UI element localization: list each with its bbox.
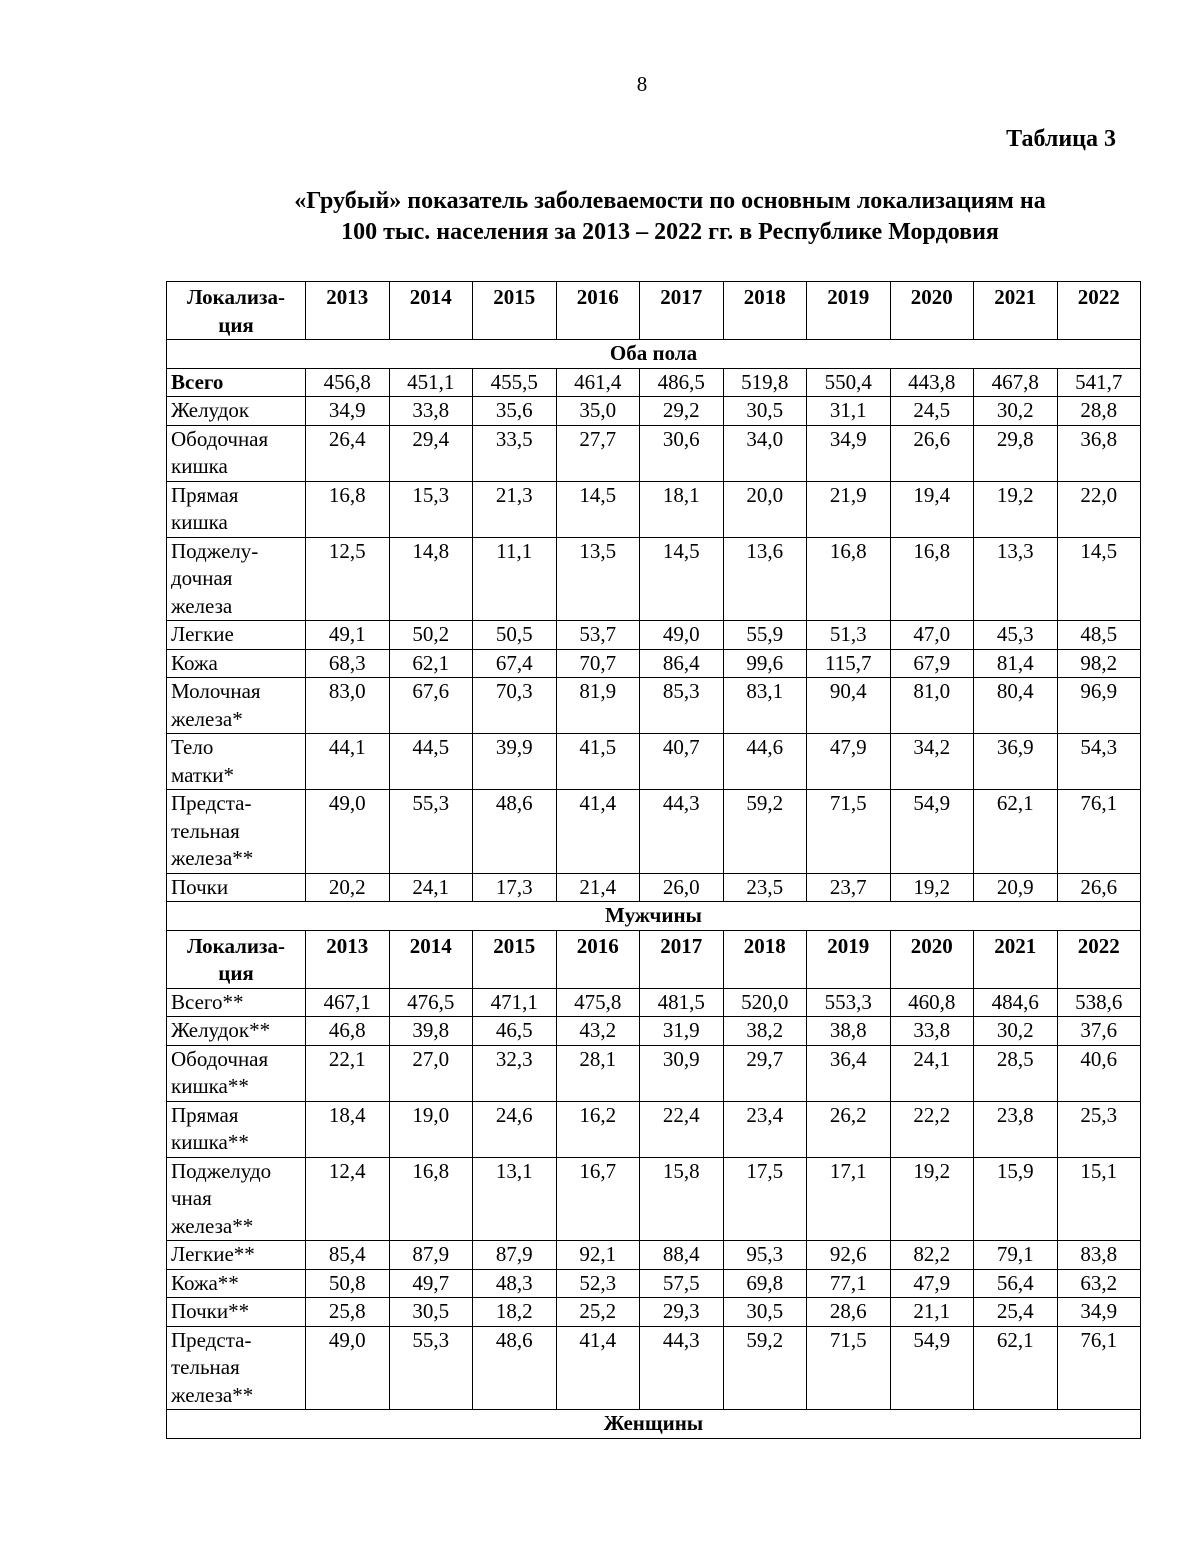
table-row bbox=[167, 1269, 1141, 1298]
table-cell-value: 49,0 bbox=[306, 1326, 390, 1410]
table-cell-value: 48,3 bbox=[473, 1269, 557, 1298]
table-cell-value: 15,9 bbox=[974, 1157, 1058, 1241]
table-cell-value: 63,2 bbox=[1057, 1269, 1141, 1298]
column-header-year: 2014 bbox=[389, 282, 473, 340]
table-row bbox=[167, 649, 1141, 678]
table-cell-value: 59,2 bbox=[723, 1326, 807, 1410]
table-cell-value: 22,2 bbox=[890, 1101, 974, 1157]
table-cell-value: 460,8 bbox=[890, 988, 974, 1017]
table-cell-value: 50,5 bbox=[473, 621, 557, 650]
column-header-year: 2015 bbox=[473, 282, 557, 340]
column-header-year: 2018 bbox=[723, 930, 807, 988]
table-cell-value: 484,6 bbox=[974, 988, 1058, 1017]
table-cell-value: 115,7 bbox=[807, 649, 891, 678]
table-label: Таблица 3 bbox=[1006, 126, 1116, 152]
row-label-localization: Тело матки* bbox=[167, 734, 306, 790]
table-cell-value: 41,4 bbox=[556, 1326, 640, 1410]
table-cell-value: 40,7 bbox=[640, 734, 724, 790]
table-cell-value: 35,0 bbox=[556, 397, 640, 426]
row-label-localization: Прямая кишка** bbox=[167, 1101, 306, 1157]
table-cell-value: 22,0 bbox=[1057, 481, 1141, 537]
table-cell-value: 24,1 bbox=[890, 1045, 974, 1101]
row-label-localization: Поджелу- дочная железа bbox=[167, 537, 306, 621]
table-cell-value: 82,2 bbox=[890, 1241, 974, 1270]
column-header-year: 2017 bbox=[640, 930, 724, 988]
table-cell-value: 31,9 bbox=[640, 1017, 724, 1046]
table-cell-value: 29,7 bbox=[723, 1045, 807, 1101]
table-row bbox=[167, 1017, 1141, 1046]
table-cell-value: 32,3 bbox=[473, 1045, 557, 1101]
table-cell-value: 11,1 bbox=[473, 537, 557, 621]
row-label-localization: Предста- тельная железа** bbox=[167, 790, 306, 874]
table-cell-value: 29,8 bbox=[974, 425, 1058, 481]
table-cell-value: 461,4 bbox=[556, 368, 640, 397]
table-cell-value: 18,4 bbox=[306, 1101, 390, 1157]
table-cell-value: 48,6 bbox=[473, 790, 557, 874]
table-row bbox=[167, 988, 1141, 1017]
table-cell-value: 467,8 bbox=[974, 368, 1058, 397]
table-cell-value: 541,7 bbox=[1057, 368, 1141, 397]
table-cell-value: 87,9 bbox=[389, 1241, 473, 1270]
table-cell-value: 36,8 bbox=[1057, 425, 1141, 481]
table-row bbox=[167, 734, 1141, 790]
table-cell-value: 76,1 bbox=[1057, 790, 1141, 874]
table-cell-value: 71,5 bbox=[807, 1326, 891, 1410]
table-cell-value: 50,2 bbox=[389, 621, 473, 650]
page-number: 8 bbox=[636, 72, 648, 96]
column-header-year: 2015 bbox=[473, 930, 557, 988]
table-cell-value: 28,1 bbox=[556, 1045, 640, 1101]
table-cell-value: 21,9 bbox=[807, 481, 891, 537]
table-cell-value: 538,6 bbox=[1057, 988, 1141, 1017]
table-cell-value: 87,9 bbox=[473, 1241, 557, 1270]
row-label-localization: Легкие bbox=[167, 621, 306, 650]
table-cell-value: 25,2 bbox=[556, 1298, 640, 1327]
table-cell-value: 13,6 bbox=[723, 537, 807, 621]
table-cell-value: 25,4 bbox=[974, 1298, 1058, 1327]
table-cell-value: 54,9 bbox=[890, 790, 974, 874]
section-header-row bbox=[167, 1410, 1141, 1439]
table-row bbox=[167, 537, 1141, 621]
incidence-table bbox=[166, 281, 1141, 1439]
row-label-localization: Кожа bbox=[167, 649, 306, 678]
table-cell-value: 53,7 bbox=[556, 621, 640, 650]
table-cell-value: 467,1 bbox=[306, 988, 390, 1017]
table-cell-value: 17,5 bbox=[723, 1157, 807, 1241]
table-cell-value: 49,1 bbox=[306, 621, 390, 650]
table-cell-value: 12,5 bbox=[306, 537, 390, 621]
table-cell-value: 48,6 bbox=[473, 1326, 557, 1410]
table-cell-value: 49,0 bbox=[306, 790, 390, 874]
column-header-year: 2019 bbox=[807, 282, 891, 340]
table-cell-value: 471,1 bbox=[473, 988, 557, 1017]
row-label-localization: Поджелудо чная железа** bbox=[167, 1157, 306, 1241]
column-header-year: 2014 bbox=[389, 930, 473, 988]
table-cell-value: 55,9 bbox=[723, 621, 807, 650]
column-header-year: 2013 bbox=[306, 282, 390, 340]
table-cell-value: 44,5 bbox=[389, 734, 473, 790]
table-cell-value: 88,4 bbox=[640, 1241, 724, 1270]
table-cell-value: 23,4 bbox=[723, 1101, 807, 1157]
table-cell-value: 55,3 bbox=[389, 1326, 473, 1410]
table-cell-value: 34,9 bbox=[807, 425, 891, 481]
table-title-line-2: 100 тыс. населения за 2013 – 2022 гг. в Республике Мордовия bbox=[341, 219, 999, 245]
table-cell-value: 476,5 bbox=[389, 988, 473, 1017]
table-cell-value: 30,6 bbox=[640, 425, 724, 481]
table-cell-value: 47,0 bbox=[890, 621, 974, 650]
table-cell-value: 550,4 bbox=[807, 368, 891, 397]
table-cell-value: 23,7 bbox=[807, 873, 891, 902]
table-cell-value: 13,5 bbox=[556, 537, 640, 621]
table-header-row bbox=[167, 282, 1141, 340]
table-cell-value: 21,4 bbox=[556, 873, 640, 902]
table-row bbox=[167, 481, 1141, 537]
table-cell-value: 19,2 bbox=[890, 873, 974, 902]
table-cell-value: 25,8 bbox=[306, 1298, 390, 1327]
table-cell-value: 51,3 bbox=[807, 621, 891, 650]
table-cell-value: 14,8 bbox=[389, 537, 473, 621]
table-cell-value: 16,2 bbox=[556, 1101, 640, 1157]
table-cell-value: 24,6 bbox=[473, 1101, 557, 1157]
column-header-year: 2021 bbox=[974, 930, 1058, 988]
table-cell-value: 95,3 bbox=[723, 1241, 807, 1270]
column-header-year: 2017 bbox=[640, 282, 724, 340]
table-cell-value: 68,3 bbox=[306, 649, 390, 678]
column-header-year: 2021 bbox=[974, 282, 1058, 340]
table-cell-value: 35,6 bbox=[473, 397, 557, 426]
table-cell-value: 50,8 bbox=[306, 1269, 390, 1298]
table-row bbox=[167, 1326, 1141, 1410]
table-cell-value: 22,1 bbox=[306, 1045, 390, 1101]
table-cell-value: 90,4 bbox=[807, 678, 891, 734]
table-cell-value: 59,2 bbox=[723, 790, 807, 874]
table-cell-value: 16,8 bbox=[389, 1157, 473, 1241]
column-header-localization: Локализа- ция bbox=[167, 930, 306, 988]
column-header-year: 2016 bbox=[556, 930, 640, 988]
table-cell-value: 85,4 bbox=[306, 1241, 390, 1270]
table-cell-value: 24,5 bbox=[890, 397, 974, 426]
table-cell-value: 19,2 bbox=[890, 1157, 974, 1241]
table-row bbox=[167, 1241, 1141, 1270]
table-cell-value: 21,3 bbox=[473, 481, 557, 537]
table-cell-value: 17,3 bbox=[473, 873, 557, 902]
table-row bbox=[167, 678, 1141, 734]
table-row bbox=[167, 1157, 1141, 1241]
column-header-year: 2016 bbox=[556, 282, 640, 340]
table-cell-value: 29,3 bbox=[640, 1298, 724, 1327]
table-cell-value: 67,6 bbox=[389, 678, 473, 734]
table-cell-value: 455,5 bbox=[473, 368, 557, 397]
table-header-row-repeat bbox=[167, 930, 1141, 988]
table-cell-value: 28,6 bbox=[807, 1298, 891, 1327]
table-cell-value: 23,8 bbox=[974, 1101, 1058, 1157]
table-cell-value: 67,4 bbox=[473, 649, 557, 678]
row-label-localization: Кожа** bbox=[167, 1269, 306, 1298]
table-cell-value: 44,1 bbox=[306, 734, 390, 790]
table-cell-value: 52,3 bbox=[556, 1269, 640, 1298]
section-header-row bbox=[167, 340, 1141, 369]
table-cell-value: 34,0 bbox=[723, 425, 807, 481]
row-label-localization: Всего bbox=[167, 368, 306, 397]
table-cell-value: 31,1 bbox=[807, 397, 891, 426]
table-cell-value: 33,8 bbox=[389, 397, 473, 426]
section-title: Оба пола bbox=[167, 340, 1141, 369]
table-cell-value: 486,5 bbox=[640, 368, 724, 397]
table-cell-value: 18,1 bbox=[640, 481, 724, 537]
table-cell-value: 41,4 bbox=[556, 790, 640, 874]
table-cell-value: 49,7 bbox=[389, 1269, 473, 1298]
table-cell-value: 28,5 bbox=[974, 1045, 1058, 1101]
table-cell-value: 15,3 bbox=[389, 481, 473, 537]
table-row bbox=[167, 1298, 1141, 1327]
table-cell-value: 56,4 bbox=[974, 1269, 1058, 1298]
row-label-localization: Прямая кишка bbox=[167, 481, 306, 537]
table-cell-value: 48,5 bbox=[1057, 621, 1141, 650]
row-label-localization: Молочная железа* bbox=[167, 678, 306, 734]
table-cell-value: 26,6 bbox=[1057, 873, 1141, 902]
table-cell-value: 86,4 bbox=[640, 649, 724, 678]
section-header-row bbox=[167, 902, 1141, 931]
table-cell-value: 77,1 bbox=[807, 1269, 891, 1298]
table-cell-value: 85,3 bbox=[640, 678, 724, 734]
column-header-localization: Локализа- ция bbox=[167, 282, 306, 340]
table-cell-value: 47,9 bbox=[890, 1269, 974, 1298]
table-cell-value: 44,3 bbox=[640, 1326, 724, 1410]
table-cell-value: 520,0 bbox=[723, 988, 807, 1017]
table-cell-value: 57,5 bbox=[640, 1269, 724, 1298]
table-cell-value: 28,8 bbox=[1057, 397, 1141, 426]
table-row bbox=[167, 621, 1141, 650]
table-title bbox=[200, 186, 1140, 248]
table-cell-value: 20,9 bbox=[974, 873, 1058, 902]
table-cell-value: 46,5 bbox=[473, 1017, 557, 1046]
table-cell-value: 38,8 bbox=[807, 1017, 891, 1046]
table-cell-value: 67,9 bbox=[890, 649, 974, 678]
table-cell-value: 26,6 bbox=[890, 425, 974, 481]
table-cell-value: 14,5 bbox=[556, 481, 640, 537]
table-cell-value: 26,4 bbox=[306, 425, 390, 481]
table-cell-value: 80,4 bbox=[974, 678, 1058, 734]
table-cell-value: 81,0 bbox=[890, 678, 974, 734]
table-cell-value: 18,2 bbox=[473, 1298, 557, 1327]
table-cell-value: 19,4 bbox=[890, 481, 974, 537]
table-cell-value: 19,0 bbox=[389, 1101, 473, 1157]
column-header-year: 2020 bbox=[890, 282, 974, 340]
table-cell-value: 16,7 bbox=[556, 1157, 640, 1241]
table-cell-value: 33,8 bbox=[890, 1017, 974, 1046]
column-header-year: 2022 bbox=[1057, 282, 1141, 340]
table-cell-value: 41,5 bbox=[556, 734, 640, 790]
table-cell-value: 40,6 bbox=[1057, 1045, 1141, 1101]
section-title: Мужчины bbox=[167, 902, 1141, 931]
table-cell-value: 70,3 bbox=[473, 678, 557, 734]
table-cell-value: 14,5 bbox=[1057, 537, 1141, 621]
table-cell-value: 20,2 bbox=[306, 873, 390, 902]
table-cell-value: 13,1 bbox=[473, 1157, 557, 1241]
table-cell-value: 44,6 bbox=[723, 734, 807, 790]
table-cell-value: 29,4 bbox=[389, 425, 473, 481]
table-cell-value: 36,4 bbox=[807, 1045, 891, 1101]
table-cell-value: 83,0 bbox=[306, 678, 390, 734]
table-cell-value: 456,8 bbox=[306, 368, 390, 397]
table-cell-value: 30,9 bbox=[640, 1045, 724, 1101]
table-cell-value: 55,3 bbox=[389, 790, 473, 874]
table-cell-value: 475,8 bbox=[556, 988, 640, 1017]
row-label-localization: Ободочная кишка** bbox=[167, 1045, 306, 1101]
table-cell-value: 21,1 bbox=[890, 1298, 974, 1327]
table-cell-value: 44,3 bbox=[640, 790, 724, 874]
row-label-localization: Желудок** bbox=[167, 1017, 306, 1046]
table-row bbox=[167, 1101, 1141, 1157]
table-cell-value: 16,8 bbox=[807, 537, 891, 621]
table-cell-value: 98,2 bbox=[1057, 649, 1141, 678]
table-cell-value: 29,2 bbox=[640, 397, 724, 426]
table-cell-value: 70,7 bbox=[556, 649, 640, 678]
row-label-localization: Ободочная кишка bbox=[167, 425, 306, 481]
table-cell-value: 81,4 bbox=[974, 649, 1058, 678]
table-cell-value: 34,9 bbox=[306, 397, 390, 426]
table-cell-value: 34,2 bbox=[890, 734, 974, 790]
table-cell-value: 33,5 bbox=[473, 425, 557, 481]
table-cell-value: 519,8 bbox=[723, 368, 807, 397]
table-cell-value: 16,8 bbox=[890, 537, 974, 621]
table-row bbox=[167, 368, 1141, 397]
table-title-line-1: «Грубый» показатель заболеваемости по основным локализациям на bbox=[294, 188, 1046, 214]
table-row bbox=[167, 425, 1141, 481]
column-header-year: 2018 bbox=[723, 282, 807, 340]
table-cell-value: 39,8 bbox=[389, 1017, 473, 1046]
table-cell-value: 79,1 bbox=[974, 1241, 1058, 1270]
table-cell-value: 62,1 bbox=[389, 649, 473, 678]
table-cell-value: 47,9 bbox=[807, 734, 891, 790]
table-cell-value: 27,7 bbox=[556, 425, 640, 481]
column-header-year: 2020 bbox=[890, 930, 974, 988]
row-label-localization: Легкие** bbox=[167, 1241, 306, 1270]
table-cell-value: 49,0 bbox=[640, 621, 724, 650]
table-cell-value: 83,1 bbox=[723, 678, 807, 734]
table-cell-value: 16,8 bbox=[306, 481, 390, 537]
table-cell-value: 30,5 bbox=[723, 397, 807, 426]
table-cell-value: 553,3 bbox=[807, 988, 891, 1017]
table-cell-value: 71,5 bbox=[807, 790, 891, 874]
column-header-year: 2022 bbox=[1057, 930, 1141, 988]
table-cell-value: 451,1 bbox=[389, 368, 473, 397]
row-label-localization: Почки bbox=[167, 873, 306, 902]
table-cell-value: 54,3 bbox=[1057, 734, 1141, 790]
table-cell-value: 13,3 bbox=[974, 537, 1058, 621]
table-cell-value: 443,8 bbox=[890, 368, 974, 397]
table-row bbox=[167, 873, 1141, 902]
table-cell-value: 26,0 bbox=[640, 873, 724, 902]
table-cell-value: 99,6 bbox=[723, 649, 807, 678]
table-cell-value: 46,8 bbox=[306, 1017, 390, 1046]
table-cell-value: 30,5 bbox=[389, 1298, 473, 1327]
table-cell-value: 36,9 bbox=[974, 734, 1058, 790]
table-row bbox=[167, 790, 1141, 874]
row-label-localization: Предста- тельная железа** bbox=[167, 1326, 306, 1410]
row-label-localization: Желудок bbox=[167, 397, 306, 426]
row-label-localization: Всего** bbox=[167, 988, 306, 1017]
table-cell-value: 34,9 bbox=[1057, 1298, 1141, 1327]
table-cell-value: 62,1 bbox=[974, 1326, 1058, 1410]
table-cell-value: 23,5 bbox=[723, 873, 807, 902]
table-cell-value: 26,2 bbox=[807, 1101, 891, 1157]
table-row bbox=[167, 1045, 1141, 1101]
table-cell-value: 481,5 bbox=[640, 988, 724, 1017]
table-cell-value: 92,1 bbox=[556, 1241, 640, 1270]
table-cell-value: 76,1 bbox=[1057, 1326, 1141, 1410]
table-cell-value: 12,4 bbox=[306, 1157, 390, 1241]
table-cell-value: 14,5 bbox=[640, 537, 724, 621]
table-cell-value: 19,2 bbox=[974, 481, 1058, 537]
table-cell-value: 81,9 bbox=[556, 678, 640, 734]
section-title: Женщины bbox=[167, 1410, 1141, 1439]
table-cell-value: 37,6 bbox=[1057, 1017, 1141, 1046]
table-cell-value: 30,2 bbox=[974, 1017, 1058, 1046]
table-row bbox=[167, 397, 1141, 426]
table-cell-value: 25,3 bbox=[1057, 1101, 1141, 1157]
table-cell-value: 24,1 bbox=[389, 873, 473, 902]
table-cell-value: 17,1 bbox=[807, 1157, 891, 1241]
table-cell-value: 15,1 bbox=[1057, 1157, 1141, 1241]
row-label-localization: Почки** bbox=[167, 1298, 306, 1327]
table-cell-value: 38,2 bbox=[723, 1017, 807, 1046]
table-cell-value: 45,3 bbox=[974, 621, 1058, 650]
table-cell-value: 27,0 bbox=[389, 1045, 473, 1101]
table-cell-value: 43,2 bbox=[556, 1017, 640, 1046]
table-cell-value: 92,6 bbox=[807, 1241, 891, 1270]
table-cell-value: 30,5 bbox=[723, 1298, 807, 1327]
column-header-year: 2019 bbox=[807, 930, 891, 988]
table-cell-value: 39,9 bbox=[473, 734, 557, 790]
table-cell-value: 22,4 bbox=[640, 1101, 724, 1157]
table-cell-value: 96,9 bbox=[1057, 678, 1141, 734]
table-cell-value: 62,1 bbox=[974, 790, 1058, 874]
table-cell-value: 15,8 bbox=[640, 1157, 724, 1241]
table-cell-value: 20,0 bbox=[723, 481, 807, 537]
table-cell-value: 30,2 bbox=[974, 397, 1058, 426]
column-header-year: 2013 bbox=[306, 930, 390, 988]
table-cell-value: 83,8 bbox=[1057, 1241, 1141, 1270]
table-cell-value: 69,8 bbox=[723, 1269, 807, 1298]
table-cell-value: 54,9 bbox=[890, 1326, 974, 1410]
